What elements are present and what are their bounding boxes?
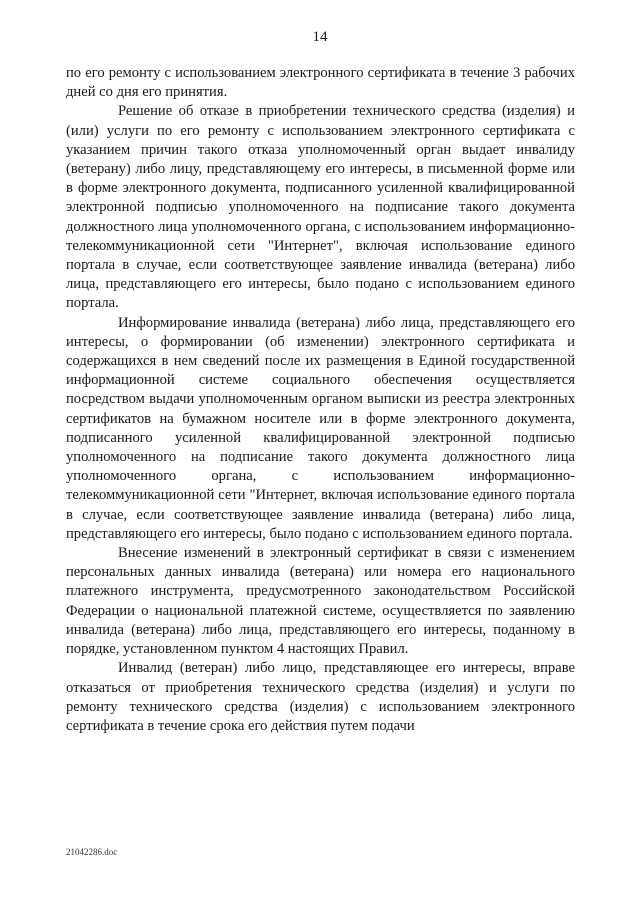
paragraph-refusal-decision: Решение об отказе в приобретении технического средства (изделия) и (или) услуги по его ремонту с использованием электронного сертификата с указанием причин такого отказа уполномоченный орган выдает инвалиду (ветерану) либо лицу, представляющему его интересы, в письменной форме или в форме электронного документа, подписанного усиленной квалифицированной электронной подписью уполномоченного на подписание такого документа должностного лица уполномоченного органа, с использованием информационно-телекоммуникационной сети "Интернет", включая использование единого портала в случае, если соответствующее заявление инвалида (ветерана) либо лица, представляющего его интересы, было подано с использованием единого портала. [66, 103, 575, 312]
paragraph-right-to-refuse: Инвалид (ветеран) либо лицо, представляющее его интересы, вправе отказаться от приобретения технического средства (изделия) и услуги по ремонту технического средства (изделия) с использованием электронного сертификата в течение срока его действия путем подачи [66, 660, 575, 734]
document-body [66, 64, 575, 736]
footer-document-code: 21042286.doc [66, 847, 118, 857]
paragraph-informing: Информирование инвалида (ветерана) либо лица, представляющего его интересы, о формировании (об изменении) электронного сертификата и содержащихся в нем сведений после их размещения в Единой государственной информационной системе социального обеспечения осуществляется посредством выдачи уполномоченным органом выписки из реестра электронных сертификатов на бумажном носителе или в форме электронного документа, подписанного усиленной квалифицированной электронной подписью уполномоченного на подписание такого документа должностного лица уполномоченного органа, с использованием информационно-телекоммуникационной сети "Интернет, включая использование единого портала в случае, если соответствующее заявление инвалида (ветерана) либо лица, представляющего его интересы, было подано с использованием единого портала. [66, 314, 575, 542]
paragraph-continuation: по его ремонту с использованием электронного сертификата в течение 3 рабочих дней со дня его принятия. [66, 65, 575, 101]
page-number: 14 [312, 29, 328, 45]
paragraph-certificate-changes: Внесение изменений в электронный сертификат в связи с изменением персональных данных инвалида (ветерана) или номера его национального платежного инструмента, предусмотренного законодательством Российской Федерации о национальной платежной системе, осуществляется по заявлению инвалида (ветерана) либо лица, представляющего его интересы, поданному в порядке, установленном пунктом 4 настоящих Правил. [66, 545, 575, 658]
